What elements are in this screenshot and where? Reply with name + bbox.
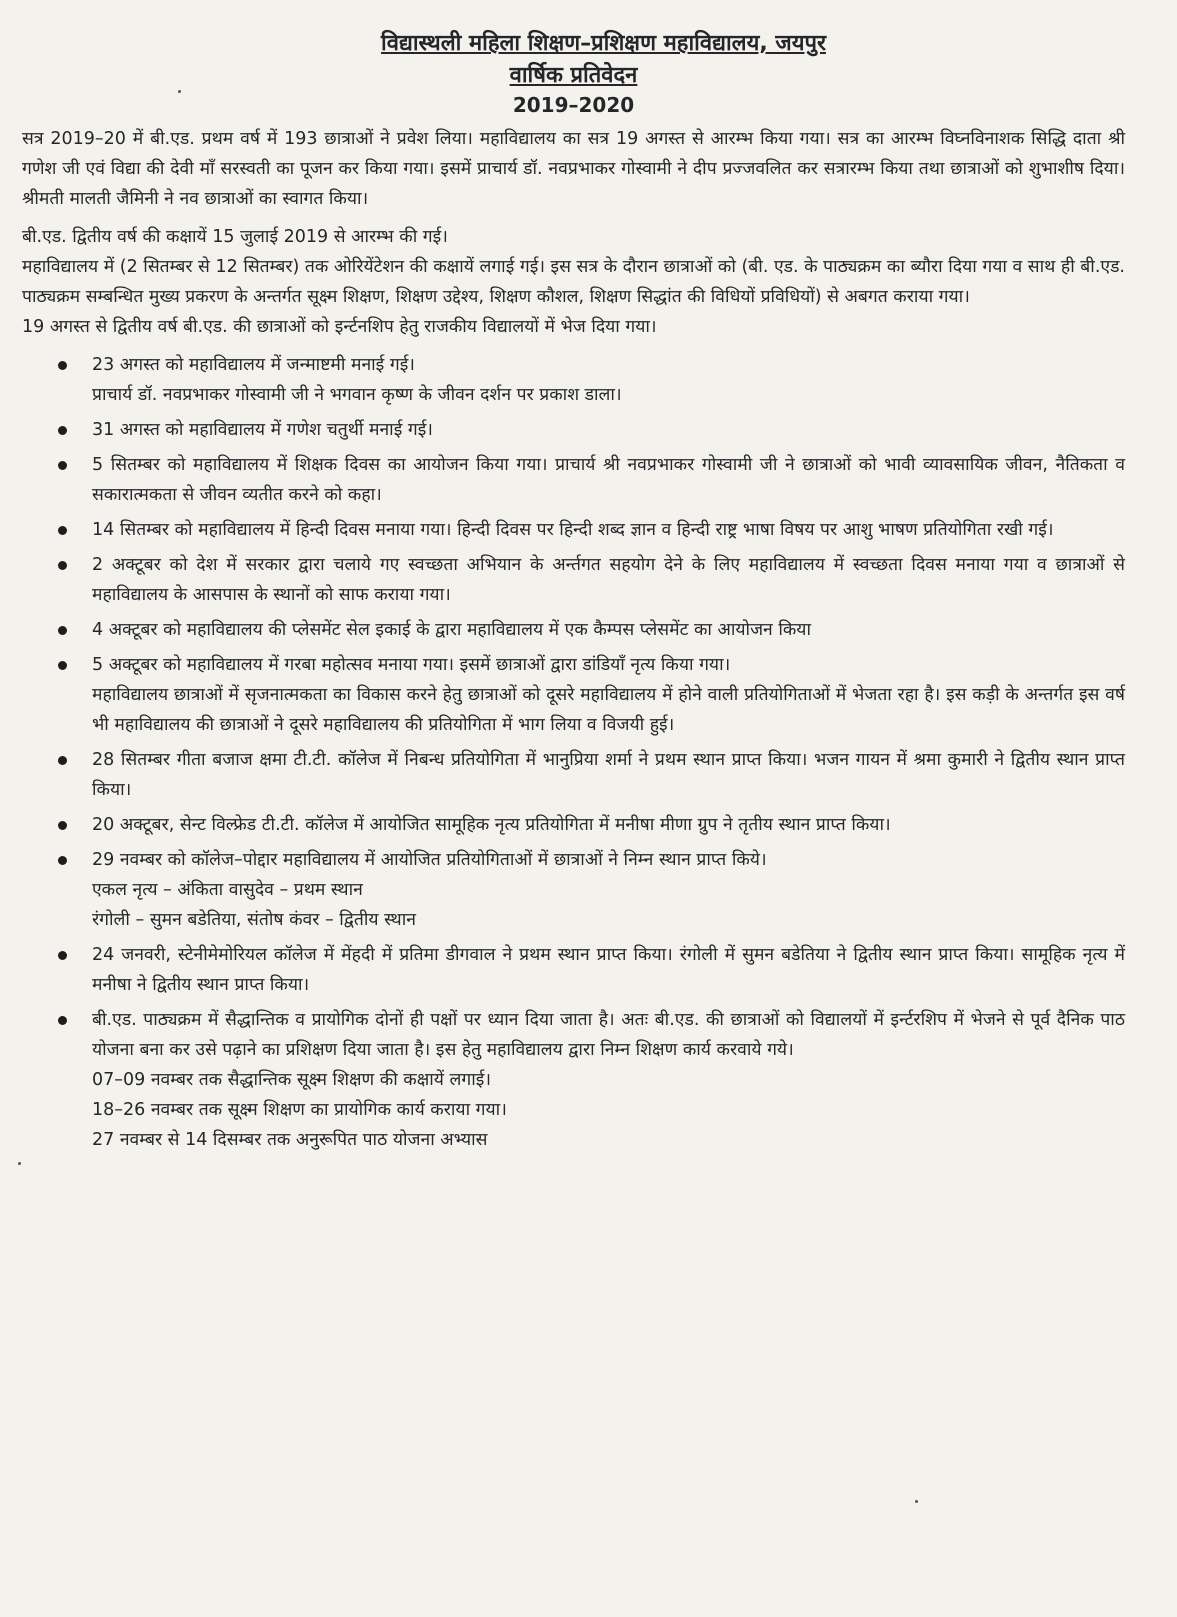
intro-paragraph: सत्र 2019–20 में बी.एड. प्रथम वर्ष में 193 छात्राओं ने प्रवेश लिया। महाविद्यालय का सत्र 19 अगस्त से आरम्भ किया गया। सत्र का आरम्भ विघ्नविनाशक सिद्धि दाता श्री गणेश जी एवं विद्या की देवी माँ सरस्वती का पूजन कर किया गया। इसमें प्राचार्य डॉ. नवप्रभाकर गोस्वामी ने दीप प्रज्जवलित कर सत्रारम्भ किया तथा छात्राओं को शुभाशीष दिया। श्रीमती मालती जैमिनी ने नव छात्राओं का स्वागत किया। (22, 129, 1125, 209)
event-detail-line: एकल नृत्य – अंकिता वासुदेव – प्रथम स्थान (92, 880, 363, 900)
event-text: 24 जनवरी, स्टेनीमेमोरियल कॉलेज में मेंहदी में प्रतिमा डीगवाल ने प्रथम स्थान प्राप्त किया। रंगोली में सुमन बडेतिया ने द्वितीय स्थान प्राप्त किया। सामूहिक नृत्य में मनीषा ने द्वितीय स्थान प्राप्त किया। (92, 945, 1125, 995)
bullet-icon (58, 951, 67, 960)
event-item (22, 450, 1125, 510)
event-item (22, 515, 1125, 545)
event-item (22, 350, 1125, 410)
event-item (22, 845, 1125, 935)
event-item (22, 940, 1125, 1000)
document-header (22, 30, 1125, 118)
event-text: 31 अगस्त को महाविद्यालय में गणेश चतुर्थी मनाई गई। (92, 420, 433, 440)
event-item (22, 415, 1125, 445)
event-text: 5 अक्टूबर को महाविद्यालय में गरबा महोत्सव मनाया गया। इसमें छात्राओं द्वारा डांडियाँ नृत्य किया गया। (92, 655, 731, 675)
report-year: 2019–2020 (512, 93, 635, 117)
event-text: 2 अक्टूबर को देश में सरकार द्वारा चलाये गए स्वच्छता अभियान के अर्न्तगत सहयोग देने के लिए महाविद्यालय में स्वच्छता दिवस मनाया गया व छात्राओं से महाविद्यालय के आसपास के स्थानों को साफ कराया गया। (92, 555, 1125, 605)
event-detail-line: रंगोली – सुमन बडेतिया, संतोष कंवर – द्वितीय स्थान (92, 910, 416, 930)
event-item (22, 615, 1125, 645)
college-name: विद्यास्थली महिला शिक्षण–प्रशिक्षण महाविद्यालय, जयपुर (381, 31, 826, 56)
event-detail-line: 18–26 नवम्बर तक सूक्ष्म शिक्षण का प्रायोगिक कार्य कराया गया। (92, 1100, 507, 1120)
bullet-icon (58, 426, 67, 435)
bullet-icon (58, 661, 67, 670)
bullet-icon (58, 561, 67, 570)
event-text: 4 अक्टूबर को महाविद्यालय की प्लेसमेंट सेल इकाई के द्वारा महाविद्यालय में एक कैम्पस प्लेसमेंट का आयोजन किया (92, 620, 811, 640)
event-text: 29 नवम्बर को कॉलेज–पोद्दार महाविद्यालय में आयोजित प्रतियोगिताओं में छात्राओं ने निम्न स्थान प्राप्त किये। (92, 850, 767, 870)
event-item (22, 1005, 1125, 1155)
bullet-icon (58, 821, 67, 830)
scan-speck (178, 90, 181, 93)
event-item (22, 810, 1125, 840)
bullet-icon (58, 361, 67, 370)
events-list (22, 350, 1125, 1155)
bullet-icon (58, 856, 67, 865)
scan-speck (18, 1162, 21, 1165)
bullet-icon (58, 1016, 67, 1025)
event-text: 5 सितम्बर को महाविद्यालय में शिक्षक दिवस का आयोजन किया गया। प्राचार्य श्री नवप्रभाकर गोस्वामी जी ने छात्राओं को भावी व्यावसायिक जीवन, नैतिकता व सकारात्मकता से जीवन व्यतीत करने को कहा। (92, 455, 1125, 505)
intro-paragraph: बी.एड. द्वितीय वर्ष की कक्षायें 15 जुलाई 2019 से आरम्भ की गई। (22, 227, 448, 247)
event-item (22, 550, 1125, 610)
bullet-icon (58, 626, 67, 635)
event-item (22, 745, 1125, 805)
intro-paragraph: महाविद्यालय में (2 सितम्बर से 12 सितम्बर) तक ओरियेंटेशन की कक्षायें लगाई गई। इस सत्र के दौरान छात्राओं को (बी. एड. के पाठ्यक्रम का ब्यौरा दिया गया व साथ ही बी.एड. पाठ्यक्रम सम्बन्धित मुख्य प्रकरण के अन्तर्गत सूक्ष्म शिक्षण, शिक्षण उद्देश्य, शिक्षण कौशल, शिक्षण सिद्धांत की विधियों प्रविधियों) से अबगत कराया गया। (22, 257, 1125, 307)
event-detail-line: महाविद्यालय छात्राओं में सृजनात्मकता का विकास करने हेतु छात्राओं को दूसरे महाविद्यालय में होने वाली प्रतियोगिताओं में भेजता रहा है। इस कड़ी के अन्तर्गत इस वर्ष भी महाविद्यालय की छात्राओं ने दूसरे महाविद्यालय की प्रतियोगिता में भाग लिया व विजयी हुई। (92, 685, 1125, 735)
event-text: 20 अक्टूबर, सेन्ट विल्फ्रेड टी.टी. कॉलेज में आयोजित सामूहिक नृत्य प्रतियोगिता में मनीषा मीणा ग्रुप ने तृतीय स्थान प्राप्त किया। (92, 815, 891, 835)
bullet-icon (58, 526, 67, 535)
event-detail-line: 27 नवम्बर से 14 दिसम्बर तक अनुरूपित पाठ योजना अभ्यास (92, 1130, 488, 1150)
event-text: 23 अगस्त को महाविद्यालय में जन्माष्टमी मनाई गई। (92, 355, 415, 375)
event-detail-line: 07–09 नवम्बर तक सैद्धान्तिक सूक्ष्म शिक्षण की कक्षायें लगाई। (92, 1070, 491, 1090)
bullet-icon (58, 461, 67, 470)
event-detail-line: प्राचार्य डॉ. नवप्रभाकर गोस्वामी जी ने भगवान कृष्ण के जीवन दर्शन पर प्रकाश डाला। (92, 385, 622, 405)
event-text: 14 सितम्बर को महाविद्यालय में हिन्दी दिवस मनाया गया। हिन्दी दिवस पर हिन्दी शब्द ज्ञान व हिन्दी राष्ट्र भाषा विषय पर आशु भाषण प्रतियोगिता रखी गई। (92, 520, 1054, 540)
intro-paragraph: 19 अगस्त से द्वितीय वर्ष बी.एड. की छात्राओं को इर्न्टनशिप हेतु राजकीय विद्यालयों में भेज दिया गया। (22, 317, 657, 337)
scan-speck (915, 1500, 918, 1503)
intro-section (22, 124, 1125, 342)
event-item (22, 650, 1125, 740)
bullet-icon (58, 756, 67, 765)
event-text: 28 सितम्बर गीता बजाज क्षमा टी.टी. कॉलेज में निबन्ध प्रतियोगिता में भानुप्रिया शर्मा ने प्रथम स्थान प्राप्त किया। भजन गायन में श्रमा कुमारी ने द्वितीय स्थान प्राप्त किया। (92, 750, 1125, 800)
report-title: वार्षिक प्रतिवेदन (509, 62, 638, 88)
event-text: बी.एड. पाठ्यक्रम में सैद्धान्तिक व प्रायोगिक दोनों ही पक्षों पर ध्यान दिया जाता है। अतः बी.एड. की छात्राओं को विद्यालयों में इर्न्टरशिप में भेजने से पूर्व दैनिक पाठ योजना बना कर उसे पढ़ाने का प्रशिक्षण दिया जाता है। इस हेतु महाविद्यालय द्वारा निम्न शिक्षण कार्य करवाये गये। (92, 1010, 1125, 1060)
